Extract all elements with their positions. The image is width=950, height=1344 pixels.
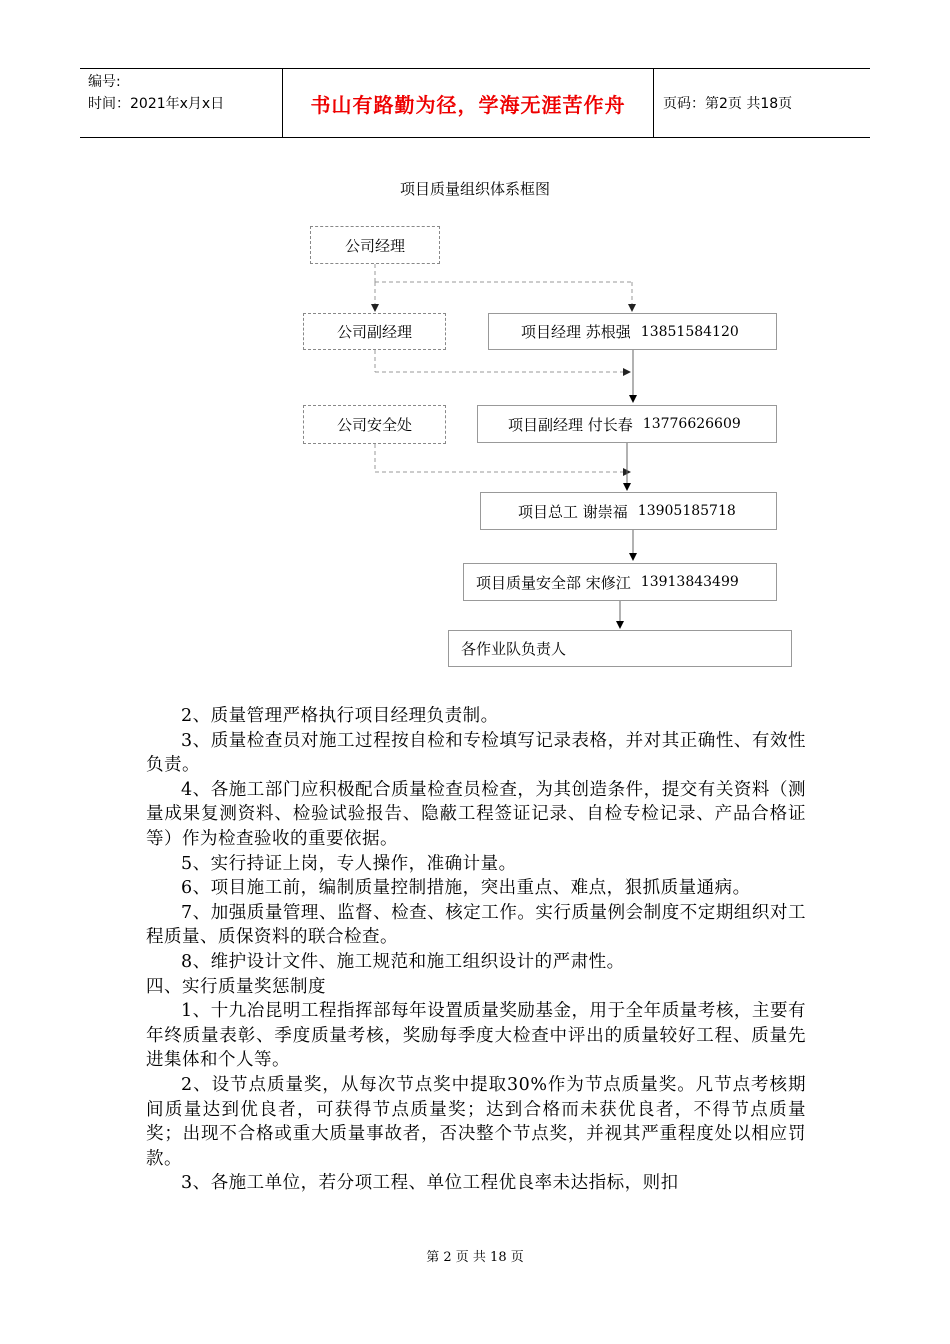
header-date: 时间：2021年x月x日 (88, 96, 225, 112)
org-project-deputy-phone: 13776626609 (642, 416, 741, 432)
org-company-deputy (303, 313, 446, 350)
org-chief-engineer-role: 项目总工 谢崇福 (518, 502, 628, 521)
org-project-manager-role: 项目经理 苏根强 (521, 323, 631, 341)
page-footer: 第 2 页 共 18 页 (426, 1250, 524, 1265)
org-company-deputy-label: 公司副经理 (336, 323, 412, 341)
org-quality-dept-role: 项目质量安全部 宋修江 (476, 573, 631, 592)
org-team-leaders-label: 各作业队负责人 (461, 640, 567, 658)
paragraph: 7、加强质量管理、监督、检查、核定工作。实行质量例会制度不定期组织对工程质量、质保资料的联合检查。 (146, 902, 806, 948)
org-company-safety-label: 公司安全处 (336, 416, 412, 434)
org-company-manager (310, 226, 440, 264)
org-project-manager-phone: 13851584120 (640, 323, 739, 340)
paragraph: 2、质量管理严格执行项目经理负责制。 (181, 706, 499, 726)
org-company-safety (303, 405, 446, 444)
org-project-deputy (477, 405, 777, 443)
chart-title: 项目质量组织体系框图 (399, 180, 550, 198)
org-quality-dept (463, 563, 777, 601)
org-project-deputy-role: 项目副经理 付长春 (508, 415, 633, 434)
paragraph: 6、项目施工前，编制质量控制措施，突出重点、难点，狠抓质量通病。 (181, 878, 751, 899)
paragraph: 3、各施工单位，若分项工程、单位工程优良率未达指标，则扣 (181, 1173, 679, 1194)
paragraph: 1、十九冶昆明工程指挥部每年设置质量奖励基金，用于全年质量考核，主要有年终质量表彰、季度质量考核，奖励每季度大检查中评出的质量较好工程、质量先进集体和个人等。 (146, 1001, 806, 1071)
paragraph: 5、实行持证上岗，专人操作，准确计量。 (181, 853, 517, 874)
org-quality-dept-phone: 13913843499 (640, 574, 739, 590)
header-number: 编号: (88, 74, 121, 90)
paragraph: 8、维护设计文件、施工规范和施工组织设计的严肃性。 (181, 951, 625, 972)
org-chief-engineer-phone: 13905185718 (637, 503, 736, 519)
section-heading: 四、实行质量奖惩制度 (146, 976, 326, 997)
org-company-manager-label: 公司经理 (344, 236, 405, 255)
org-chief-engineer (480, 492, 777, 530)
org-team-leaders (448, 630, 792, 667)
paragraph: 3、质量检查员对施工过程按自检和专检填写记录表格，并对其正确性、有效性负责。 (146, 730, 806, 776)
header-page-info: 页码：第2页 共18页 (663, 96, 793, 112)
body-text (146, 704, 806, 1196)
paragraph: 2、设节点质量奖，从每次节点奖中提取30%作为节点质量奖。凡节点考核期间质量达到优良者，可获得节点质量奖；达到合格而未获优良者，不得节点质量奖；出现不合格或重大质量事故者，否决整个节点奖，并视其严重程度处以相应罚款。 (146, 1074, 806, 1169)
header-motto: 书山有路勤为径，学海无涯苦作舟 (282, 69, 654, 137)
org-project-manager (488, 313, 777, 350)
paragraph: 4、各施工部门应积极配合质量检查员检查，为其创造条件，提交有关资料（测量成果复测资料、检验试验报告、隐蔽工程签证记录、自检专检记录、产品合格证等）作为检查验收的重要依据。 (146, 779, 806, 849)
